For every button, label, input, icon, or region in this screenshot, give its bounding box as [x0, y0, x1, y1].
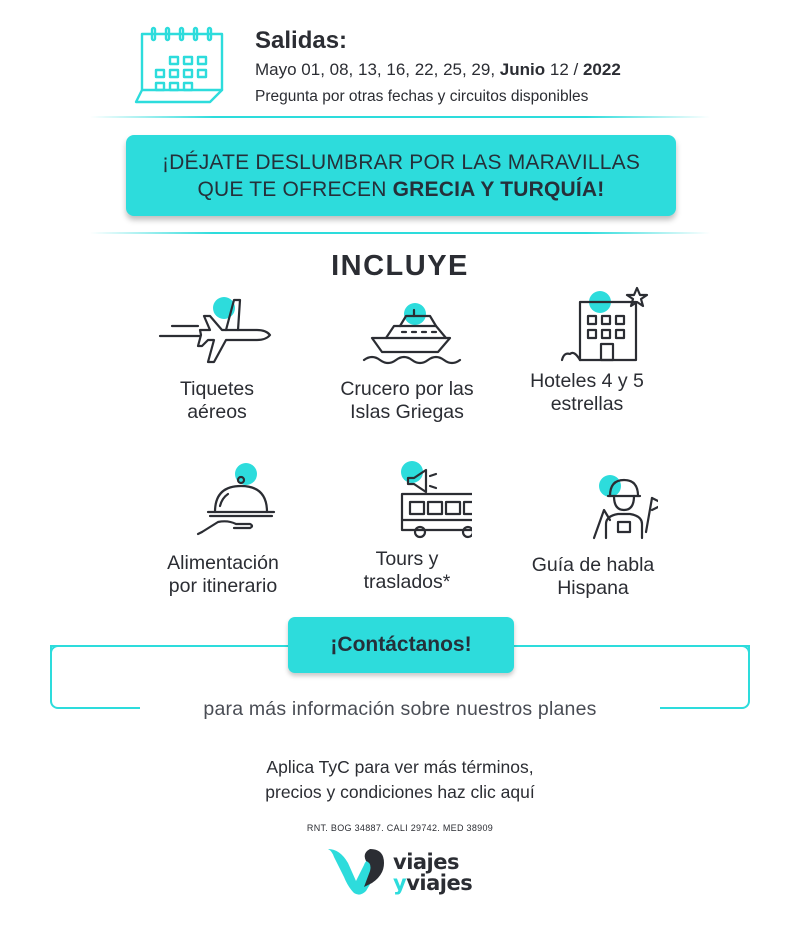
dates-prefix: Mayo 01, 08, 13, 16, 22, 25, 29, — [255, 60, 500, 79]
include-label: aéreos — [187, 401, 247, 423]
include-label: Crucero por las — [340, 378, 474, 400]
includes-title: INCLUYE — [331, 250, 469, 282]
logo-text-line-2 — [393, 872, 472, 894]
divider — [90, 116, 710, 118]
dates-month-bold: Junio — [499, 60, 546, 79]
banner-line-2 — [126, 176, 676, 203]
include-label: por itinerario — [168, 575, 278, 597]
logo-text-line-1: viajes — [393, 850, 459, 874]
logo-text-y: y — [393, 871, 407, 895]
terms-text — [0, 755, 800, 805]
include-label: traslados* — [363, 571, 451, 593]
include-item-food — [118, 462, 328, 598]
divider — [90, 232, 710, 234]
banner-line-1: ¡DÉJATE DESLUMBRAR POR LAS MARAVILLAS — [161, 151, 641, 174]
terms-link-line-1[interactable]: Aplica TyC para ver más términos, — [266, 757, 534, 777]
include-item-cruise — [302, 290, 512, 424]
salidas-title: Salidas: — [255, 27, 348, 54]
banner-line-2-prefix: QUE TE OFRECEN — [197, 178, 393, 201]
include-item-flights — [112, 290, 322, 424]
contact-frame-corner — [50, 645, 60, 655]
include-item-hotels — [482, 280, 692, 416]
include-item-guide — [488, 462, 698, 600]
include-label: Tours y — [375, 548, 439, 570]
calendar-icon — [132, 24, 236, 108]
dates-year: 2022 — [582, 60, 621, 79]
include-label: estrellas — [550, 393, 624, 415]
contact-button[interactable]: ¡Contáctanos! — [288, 617, 514, 673]
dates-mid: 12 / — [545, 60, 583, 79]
include-label: Hoteles 4 y 5 — [530, 370, 644, 392]
logo-text-line-2-rest: viajes — [406, 871, 473, 895]
departure-note: Pregunta por otras fechas y circuitos disponibles — [255, 88, 589, 105]
airplane-icon — [152, 290, 282, 370]
include-item-tours — [302, 458, 512, 594]
promo-banner — [126, 135, 676, 216]
banner-destinations: GRECIA Y TURQUÍA! — [392, 178, 605, 201]
tour-bus-icon — [342, 458, 472, 542]
rnt-registration: RNT. BOG 34887. CALI 29742. MED 38909 — [306, 823, 494, 833]
tour-guide-icon — [528, 462, 658, 546]
include-label: Islas Griegas — [350, 401, 464, 423]
cruise-ship-icon — [342, 290, 472, 370]
terms-link-line-2[interactable]: precios y condiciones haz clic aquí — [265, 782, 535, 802]
departure-dates — [255, 60, 621, 80]
include-label: Tiquetes — [179, 378, 255, 400]
contact-frame-edge — [514, 645, 750, 647]
include-label: Alimentación — [167, 552, 279, 574]
contact-frame-edge — [50, 645, 288, 647]
header — [0, 0, 800, 118]
viajes-y-viajes-logo[interactable] — [326, 843, 486, 903]
contact-subtitle: para más información sobre nuestros planes — [140, 694, 660, 724]
hotel-icon — [522, 280, 652, 370]
logo-mark-icon — [326, 843, 386, 899]
include-label: Hispana — [557, 577, 629, 599]
food-cloche-icon — [158, 462, 288, 542]
include-label: Guía de habla — [531, 554, 655, 576]
